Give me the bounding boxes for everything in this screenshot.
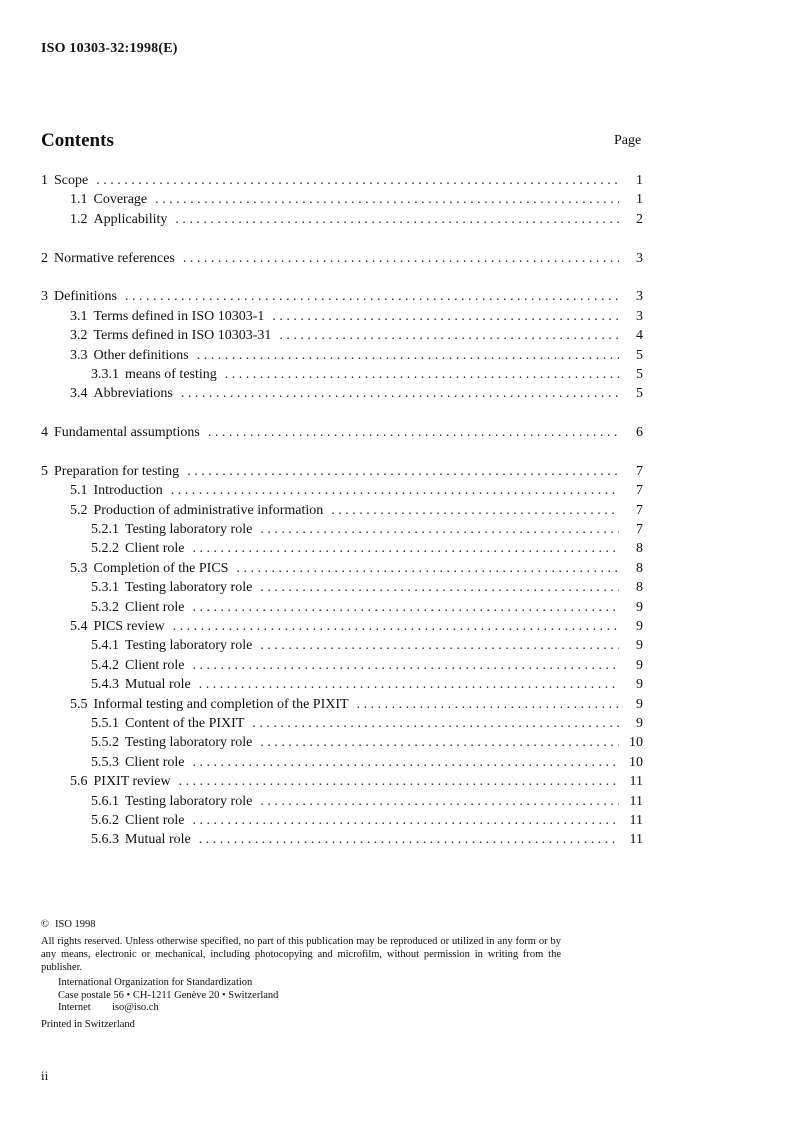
dot-leader bbox=[125, 287, 619, 306]
toc-entry-page: 2 bbox=[636, 211, 643, 227]
toc-entry[interactable] bbox=[41, 753, 643, 772]
toc-entry-page: 11 bbox=[629, 812, 643, 828]
toc-entry-title: Abbreviations bbox=[93, 386, 173, 402]
toc-entry-title: Fundamental assumptions bbox=[54, 425, 200, 441]
toc-entry[interactable] bbox=[41, 346, 643, 365]
org-name: International Organization for Standardization bbox=[58, 977, 253, 988]
toc-entry-title: Client role bbox=[125, 657, 185, 673]
toc-entry-page: 11 bbox=[629, 832, 643, 848]
toc-entry-page: 5 bbox=[636, 347, 643, 363]
toc-entry-number: 3.1 bbox=[70, 308, 88, 324]
toc-entry-page: 8 bbox=[636, 560, 643, 576]
toc-entry-page: 7 bbox=[636, 502, 643, 518]
toc-entry[interactable] bbox=[41, 656, 643, 675]
rights-statement: All rights reserved. Unless otherwise specified, no part of this publication may be reproduced or utilized in any form or by any means, electronic or mechanical, including photocopying and microfilm, without permission in writing from the publisher. bbox=[41, 936, 561, 973]
toc-entry-page: 3 bbox=[636, 250, 643, 266]
toc-entry-page: 10 bbox=[629, 735, 643, 751]
dot-leader bbox=[225, 365, 619, 384]
toc-entry[interactable] bbox=[41, 772, 643, 791]
toc-entry[interactable] bbox=[41, 636, 643, 655]
toc-entry-title: Testing laboratory role bbox=[125, 522, 253, 538]
postal-address: Case postale 56 • CH-1211 Genève 20 • Switzerland bbox=[58, 989, 279, 1001]
toc-entry-number: 5.4 bbox=[70, 618, 88, 634]
toc-entry-number: 5.5.2 bbox=[91, 735, 119, 751]
toc-entry[interactable] bbox=[41, 307, 643, 326]
copyright-symbol: © bbox=[41, 919, 49, 930]
toc-entry-title: Informal testing and completion of the PIXIT bbox=[93, 696, 349, 712]
document-id: ISO 10303-32:1998(E) bbox=[41, 41, 178, 56]
toc-entry-page: 7 bbox=[636, 522, 643, 538]
dot-leader bbox=[193, 656, 620, 675]
toc-entry-title: Client role bbox=[125, 599, 185, 615]
toc-entry-number: 3.3.1 bbox=[91, 366, 119, 382]
toc-entry-title: Testing laboratory role bbox=[125, 638, 253, 654]
toc-entry-number: 5.4.1 bbox=[91, 638, 119, 654]
toc-entry-title: Other definitions bbox=[93, 347, 189, 363]
toc-entry-title: Definitions bbox=[54, 289, 117, 305]
toc-entry-number: 1.1 bbox=[70, 192, 88, 208]
toc-entry-page: 9 bbox=[636, 599, 643, 615]
dot-leader bbox=[175, 210, 619, 229]
toc-entry-number: 1 bbox=[41, 173, 48, 188]
dot-leader bbox=[279, 326, 619, 345]
toc-entry-number: 3 bbox=[41, 289, 48, 305]
toc-entry[interactable] bbox=[41, 326, 643, 345]
toc-entry[interactable] bbox=[41, 365, 643, 384]
toc-entry-number: 3.2 bbox=[70, 328, 88, 344]
dot-leader bbox=[193, 753, 620, 772]
toc-entry-title: Introduction bbox=[93, 483, 163, 499]
toc-entry-number: 5.6 bbox=[70, 774, 88, 790]
dot-leader bbox=[193, 811, 620, 830]
toc-entry[interactable] bbox=[41, 190, 643, 209]
toc-entry-title: Content of the PIXIT bbox=[125, 715, 245, 731]
toc-entry[interactable] bbox=[41, 578, 643, 597]
toc-entry-page: 9 bbox=[636, 715, 643, 731]
toc-entry[interactable] bbox=[41, 559, 643, 578]
page-number: ii bbox=[41, 1068, 49, 1083]
toc-entry-title: Production of administrative information bbox=[93, 502, 324, 518]
toc-entry-page: 6 bbox=[636, 425, 643, 441]
toc-entry-page: 5 bbox=[636, 386, 643, 402]
toc-entry-title: PIXIT review bbox=[93, 774, 171, 790]
toc-entry-page: 7 bbox=[636, 483, 643, 499]
dot-leader bbox=[199, 830, 619, 849]
dot-leader bbox=[197, 346, 619, 365]
toc-entry-page: 1 bbox=[636, 192, 643, 208]
toc-entry-title: Testing laboratory role bbox=[125, 735, 253, 751]
page-column-label: Page bbox=[614, 133, 642, 148]
toc-entry-number: 1.2 bbox=[70, 211, 88, 227]
dot-leader bbox=[260, 520, 619, 539]
toc-entry-number: 5.5.3 bbox=[91, 754, 119, 770]
dot-leader bbox=[181, 384, 619, 403]
toc-entry-title: Coverage bbox=[93, 192, 148, 208]
toc-entry-number: 5.3 bbox=[70, 560, 88, 576]
dot-leader bbox=[260, 792, 619, 811]
toc-entry-page: 9 bbox=[636, 657, 643, 673]
toc-entry-number: 5.5.1 bbox=[91, 715, 119, 731]
printed-in: Printed in Switzerland bbox=[41, 1018, 135, 1030]
toc-entry-title: Completion of the PICS bbox=[93, 560, 229, 576]
toc-entry[interactable] bbox=[41, 714, 643, 733]
toc-entry-number: 5.2.2 bbox=[91, 541, 119, 557]
toc-entry-number: 5.2 bbox=[70, 502, 88, 518]
toc-entry[interactable] bbox=[41, 423, 643, 442]
toc-entry[interactable] bbox=[41, 520, 643, 539]
dot-leader bbox=[272, 307, 619, 326]
toc-entry-title: Preparation for testing bbox=[54, 463, 180, 479]
toc-entry-number: 5 bbox=[41, 463, 48, 479]
toc-entry-number: 5.3.2 bbox=[91, 599, 119, 615]
internet-label: Internet bbox=[58, 1002, 91, 1013]
toc-entry-page: 9 bbox=[636, 618, 643, 634]
toc-entry-page: 8 bbox=[636, 580, 643, 596]
toc-entry-title: Mutual role bbox=[125, 832, 191, 848]
dot-leader bbox=[187, 462, 619, 481]
toc-entry-title: Client role bbox=[125, 754, 185, 770]
toc-entry[interactable] bbox=[41, 249, 643, 268]
toc-entry-number: 3.3 bbox=[70, 347, 88, 363]
dot-leader bbox=[208, 423, 619, 442]
toc-entry-number: 5.4.3 bbox=[91, 677, 119, 693]
toc-entry-title: Terms defined in ISO 10303-31 bbox=[93, 328, 272, 344]
toc-entry-title: PICS review bbox=[93, 618, 165, 634]
toc-entry-title: Testing laboratory role bbox=[125, 580, 253, 596]
dot-leader bbox=[252, 714, 619, 733]
dot-leader bbox=[173, 617, 619, 636]
toc-entry-title: Client role bbox=[125, 812, 185, 828]
toc-entry-number: 5.5 bbox=[70, 696, 88, 712]
toc-entry[interactable] bbox=[41, 617, 643, 636]
dot-leader bbox=[183, 249, 619, 268]
toc-entry-page: 10 bbox=[629, 754, 643, 770]
toc-entry-number: 3.4 bbox=[70, 386, 88, 402]
toc-entry-number: 5.2.1 bbox=[91, 522, 119, 538]
toc-entry-page: 9 bbox=[636, 677, 643, 693]
dot-leader bbox=[260, 578, 619, 597]
copyright-block bbox=[41, 918, 561, 1031]
toc-entry-page: 7 bbox=[636, 463, 643, 479]
dot-leader bbox=[260, 636, 619, 655]
dot-leader bbox=[331, 501, 619, 520]
toc-entry-number: 5.1 bbox=[70, 483, 88, 499]
toc-entry[interactable] bbox=[41, 811, 643, 830]
dot-leader bbox=[193, 598, 620, 617]
toc-entry[interactable] bbox=[41, 171, 643, 190]
toc-entry-page: 11 bbox=[629, 793, 643, 809]
publisher-address bbox=[41, 977, 561, 1015]
toc-entry-page: 5 bbox=[636, 366, 643, 382]
toc-entry[interactable] bbox=[41, 501, 643, 520]
toc-entry-title: Normative references bbox=[54, 250, 175, 266]
internet-email: iso@iso.ch bbox=[112, 1002, 159, 1013]
toc-entry-title: Terms defined in ISO 10303-1 bbox=[93, 308, 265, 324]
toc-entry[interactable] bbox=[41, 539, 643, 558]
toc-entry[interactable] bbox=[41, 384, 643, 403]
dot-leader bbox=[171, 481, 619, 500]
dot-leader bbox=[193, 539, 620, 558]
copyright-notice: ISO 1998 bbox=[54, 919, 96, 930]
toc-entry[interactable] bbox=[41, 792, 643, 811]
toc-entry[interactable] bbox=[41, 695, 643, 714]
toc-entry-number: 5.6.3 bbox=[91, 832, 119, 848]
toc-entry[interactable] bbox=[41, 287, 643, 306]
contents-heading: Contents bbox=[41, 130, 114, 151]
toc-entry-title: Scope bbox=[54, 173, 89, 188]
toc-entry-number: 4 bbox=[41, 425, 48, 441]
toc-entry-page: 1 bbox=[636, 173, 643, 188]
toc-entry-page: 4 bbox=[636, 328, 643, 344]
toc-entry[interactable] bbox=[41, 675, 643, 694]
toc-entry-number: 5.3.1 bbox=[91, 580, 119, 596]
toc-entry-title: Mutual role bbox=[125, 677, 191, 693]
dot-leader bbox=[179, 772, 619, 791]
toc-entry-number: 2 bbox=[41, 250, 48, 266]
dot-leader bbox=[260, 733, 619, 752]
table-of-contents bbox=[41, 171, 643, 850]
toc-entry-title: means of testing bbox=[125, 366, 217, 382]
toc-entry-page: 8 bbox=[636, 541, 643, 557]
toc-entry-title: Applicability bbox=[93, 211, 168, 227]
toc-entry-page: 9 bbox=[636, 638, 643, 654]
toc-entry[interactable] bbox=[41, 481, 643, 500]
toc-entry[interactable] bbox=[41, 598, 643, 617]
dot-leader bbox=[155, 190, 619, 209]
toc-entry-title: Client role bbox=[125, 541, 185, 557]
toc-entry[interactable] bbox=[41, 210, 643, 229]
toc-entry-page: 3 bbox=[636, 308, 643, 324]
toc-entry[interactable] bbox=[41, 733, 643, 752]
toc-entry[interactable] bbox=[41, 462, 643, 481]
toc-entry-title: Testing laboratory role bbox=[125, 793, 253, 809]
dot-leader bbox=[96, 171, 619, 190]
dot-leader bbox=[357, 695, 619, 714]
toc-entry-number: 5.6.2 bbox=[91, 812, 119, 828]
toc-entry-page: 3 bbox=[636, 289, 643, 305]
dot-leader bbox=[236, 559, 619, 578]
toc-entry-number: 5.4.2 bbox=[91, 657, 119, 673]
dot-leader bbox=[199, 675, 619, 694]
toc-entry-page: 9 bbox=[636, 696, 643, 712]
toc-entry[interactable] bbox=[41, 830, 643, 849]
toc-entry-page: 11 bbox=[629, 774, 643, 790]
toc-entry-number: 5.6.1 bbox=[91, 793, 119, 809]
